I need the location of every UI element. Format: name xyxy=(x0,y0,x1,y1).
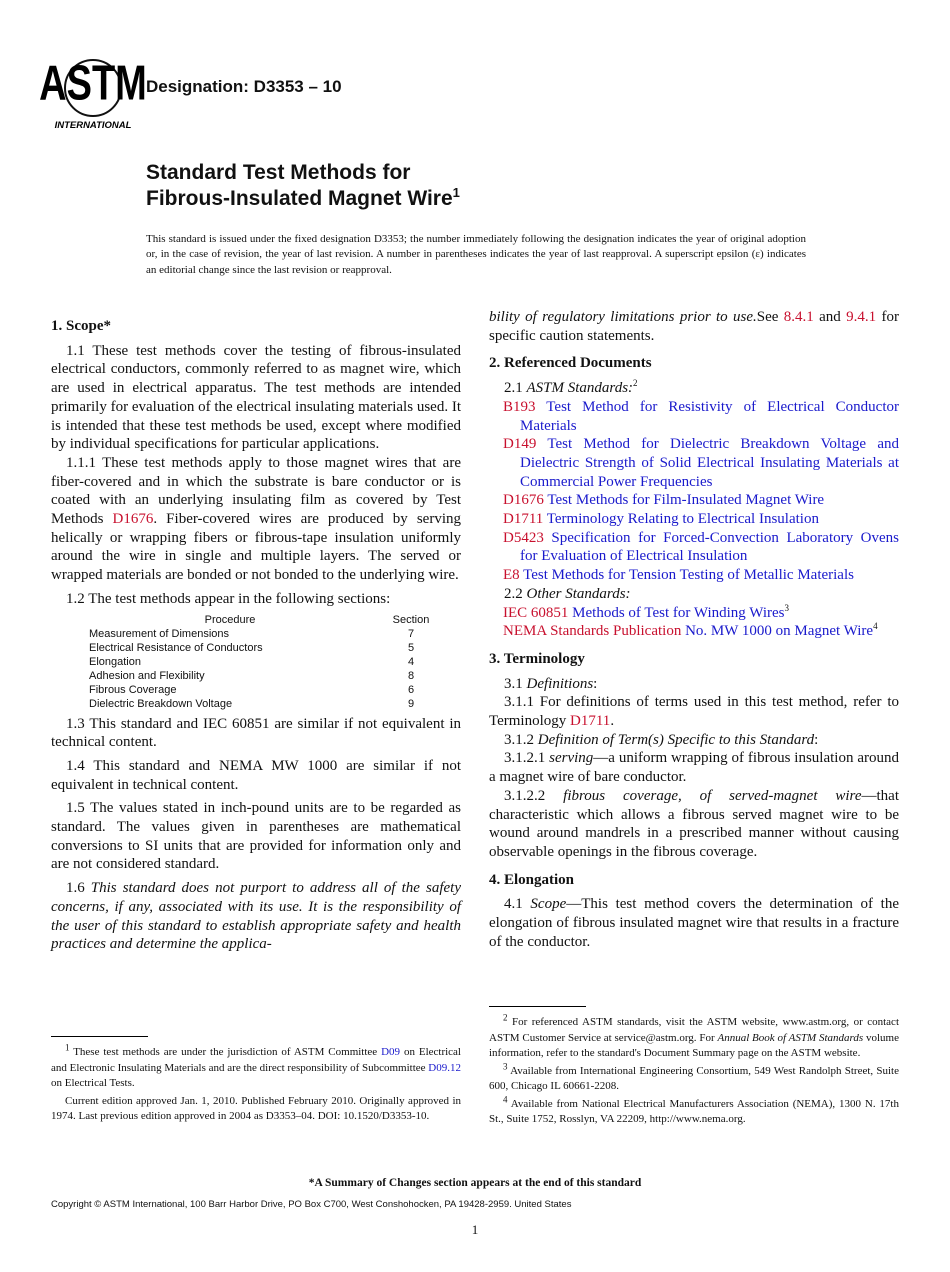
document-link[interactable]: 8.4.1 xyxy=(783,309,814,325)
section-number: 8 xyxy=(407,669,415,682)
document-link[interactable]: 9.4.1 xyxy=(846,309,877,325)
document-link[interactable]: D149 xyxy=(503,436,537,453)
text-segment: 1. Scope* xyxy=(51,318,111,334)
paragraph xyxy=(489,379,899,398)
text-segment: Other Standards: xyxy=(526,585,631,602)
table-row xyxy=(89,669,451,683)
text-segment: serving xyxy=(549,750,594,767)
text-segment: fibrous coverage, of served-magnet wire xyxy=(563,787,862,804)
text-segment: 4. Elongation xyxy=(489,871,575,888)
document-link[interactable]: Terminology Relating to Electrical Insulation xyxy=(543,511,819,528)
text-segment: —a uniform wrapping of fibrous insulation around a magnet wire of bare conductor. xyxy=(489,750,899,786)
paragraph xyxy=(489,585,899,604)
text-segment: —This test method covers the determination of the elongation of fibrous insulated magnet wire that results in a fracture of the conductor. xyxy=(489,896,900,950)
text-segment: : xyxy=(814,731,819,748)
section-number: 5 xyxy=(407,641,415,654)
procedure-name: Elongation xyxy=(89,655,141,668)
text-segment: on Electrical and Electronic Insulating Materials and are the direct responsibility of Subcommittee xyxy=(51,1046,461,1074)
text-segment: 4.1 xyxy=(504,896,531,913)
reference-item xyxy=(489,510,899,529)
table-row xyxy=(89,655,451,669)
text-segment: —that characteristic which allows a fibrous served magnet wire to be wound around mandrels in a prescribed manner without causing observable openings in the fibrous coverage. xyxy=(489,787,899,860)
text-segment: Annual Book of ASTM Standards xyxy=(717,1031,864,1044)
page-number: 1 xyxy=(471,1222,479,1237)
title-line-2 xyxy=(146,186,460,212)
footnote-ref[interactable]: 2 xyxy=(503,1012,508,1023)
text-segment: bility of regulatory limitations prior to use. xyxy=(489,309,757,325)
footnote xyxy=(51,1094,461,1125)
text-segment: 3.1.2.1 xyxy=(504,750,550,767)
footnotes-left xyxy=(51,1042,461,1127)
reference-item xyxy=(489,566,899,585)
paragraph xyxy=(51,799,461,874)
text-segment: For referenced ASTM standards, visit the ASTM website, www.astm.org, or contact ASTM Customer Service at service@astm.org. For xyxy=(489,1016,899,1044)
footnote-divider xyxy=(489,1006,586,1007)
text-segment: 3. Terminology xyxy=(489,650,585,667)
text-segment: Current edition approved Jan. 1, 2010. Published February 2010. Originally approved in 1974. Last previous edition approved in 2004 as D3353–04. DOI: 10.1520/D3353-10. xyxy=(51,1094,461,1122)
text-segment: volume information, refer to the standard's Document Summary page on the ASTM website. xyxy=(489,1031,899,1059)
copyright: Copyright © ASTM International, 100 Barr Harbor Drive, PO Box C700, West Conshohocken, PA 19428-2959. United States xyxy=(51,1199,572,1210)
svg-text:ASTM: ASTM xyxy=(39,55,147,111)
summary-of-changes-note: *A Summary of Changes section appears at the end of this standard xyxy=(308,1177,642,1189)
text-segment: . Fiber-covered wires are produced by serving helically or wrapping fibers or fibrous-tape insulation uniformly around the wire in single and multiple layers. The served or wrapped materials are bonded or not bonded to the underlying wire. xyxy=(51,511,461,584)
table-row xyxy=(89,641,451,655)
text-segment: . xyxy=(610,713,615,730)
procedure-name: Dielectric Breakdown Voltage xyxy=(89,697,233,710)
reference-item xyxy=(489,491,899,510)
document-link[interactable]: D1711 xyxy=(503,511,544,528)
document-link[interactable]: Methods of Test for Winding Wires xyxy=(568,604,785,621)
reference-item xyxy=(489,435,899,491)
text-segment: Scope xyxy=(530,896,567,913)
right-column xyxy=(489,308,899,952)
section-number: 7 xyxy=(407,627,415,640)
paragraph xyxy=(489,749,899,786)
title-footnote-ref[interactable]: 1 xyxy=(452,185,460,200)
paragraph xyxy=(489,895,899,951)
text-segment: : xyxy=(593,675,598,692)
text-segment: Available from International Engineering Consortium, 549 West Randolph Street, Suite 600, Chicago IL 60661-2208. xyxy=(489,1064,899,1092)
paragraph xyxy=(489,308,899,345)
page-title xyxy=(146,160,460,212)
footnotes-right xyxy=(489,1012,899,1130)
table-row xyxy=(89,627,451,641)
section-number: 9 xyxy=(407,697,415,710)
title-line-1: Standard Test Methods for xyxy=(146,161,411,184)
paragraph xyxy=(51,454,461,585)
footnote xyxy=(51,1042,461,1092)
document-link[interactable]: Test Methods for Tension Testing of Metallic Materials xyxy=(519,567,854,584)
reference-item xyxy=(489,529,899,566)
text-segment: 2.1 xyxy=(504,380,527,397)
table-row xyxy=(89,683,451,697)
section-number: 4 xyxy=(407,655,415,668)
text-segment: 3.1.2.2 xyxy=(504,787,564,804)
footnote-ref[interactable]: 4 xyxy=(503,1093,508,1104)
footnote-ref[interactable]: 4 xyxy=(873,621,878,632)
document-link[interactable]: D1711 xyxy=(570,713,611,730)
footnote-ref[interactable]: 2 xyxy=(633,378,638,389)
document-link[interactable]: D09 xyxy=(381,1046,401,1058)
reference-item xyxy=(489,622,899,641)
document-link[interactable]: D1676 xyxy=(112,511,154,528)
paragraph xyxy=(489,787,899,862)
svg-text:INTERNATIONAL: INTERNATIONAL xyxy=(54,120,132,131)
text-segment: 1.4 This standard and NEMA MW 1000 are similar if not equivalent in technical content. xyxy=(51,757,461,793)
paragraph xyxy=(489,693,899,730)
section-heading xyxy=(489,650,899,669)
document-link[interactable]: D09.12 xyxy=(428,1061,461,1074)
reference-item xyxy=(489,398,899,435)
text-segment: 1.1.1 These test methods apply to those magnet wires that are fiber-covered and in which the substrate is bare conductor or is coated with an underlying insulating film as covered by Test Methods xyxy=(51,454,461,528)
table-header: Procedure xyxy=(204,613,256,626)
text-segment: 1.1 These test methods cover the testing of fibrous-insulated electrical conductors, commonly referred to as magnet wire, which are used in electrical apparatus. The test methods are intended primarily for evaluation of the electrical insulating materials used. It is intended that these test methods be used, except where modified by individual specifications for particular applications. xyxy=(51,342,461,453)
document-link[interactable]: NEMA Standards Publication xyxy=(503,623,682,640)
table-row xyxy=(89,697,451,711)
astm-logo xyxy=(39,55,147,132)
text-segment: ASTM Standards: xyxy=(526,380,634,397)
paragraph xyxy=(51,879,461,954)
text-segment: 3.1.1 For definitions of terms used in this test method, refer to Terminology xyxy=(489,694,899,730)
document-link[interactable]: Specification for Forced-Convection Laboratory Ovens for Evaluation of Electrical Insulation xyxy=(520,529,899,565)
section-heading xyxy=(51,317,461,336)
text-segment: Definitions xyxy=(526,675,594,692)
text-segment: 2. Referenced Documents xyxy=(489,355,652,372)
text-segment: 2.2 xyxy=(504,585,527,602)
text-segment: This standard does not purport to address all of the safety concerns, if any, associated with its use. It is the responsibility of the user of this standard to establish appropriate safety and health practices and determine the applica- xyxy=(51,880,461,953)
document-link[interactable]: Test Method for Dielectric Breakdown Voltage and Dielectric Strength of Solid Electrical Insulating Materials at Commercial Power Frequencies xyxy=(520,436,899,490)
section-heading xyxy=(489,354,899,373)
designation: Designation: D3353 – 10 xyxy=(146,77,342,96)
footnote-divider xyxy=(51,1036,148,1037)
document-link[interactable]: No. MW 1000 on Magnet Wire xyxy=(681,623,874,640)
footnote xyxy=(489,1093,899,1128)
document-link[interactable]: D1676 xyxy=(503,492,544,509)
document-link[interactable]: B193 xyxy=(503,398,536,415)
paragraph xyxy=(51,757,461,794)
text-segment: Definition of Term(s) Specific to this Standard xyxy=(537,731,815,748)
table-header: Section xyxy=(392,613,430,626)
procedure-name: Fibrous Coverage xyxy=(89,683,177,696)
text-segment: 1.2 The test methods appear in the following sections: xyxy=(66,590,391,607)
paragraph xyxy=(51,590,461,609)
text-segment: See xyxy=(756,309,784,325)
section-heading xyxy=(489,871,899,890)
text-segment: 1.6 xyxy=(66,880,91,897)
title-text: Fibrous-Insulated Magnet Wire xyxy=(146,187,453,210)
footnote-ref[interactable]: 1 xyxy=(65,1042,70,1053)
text-segment: and xyxy=(813,309,847,325)
footnote-ref[interactable]: 3 xyxy=(784,602,789,613)
left-column xyxy=(51,308,461,954)
text-segment: 1.5 The values stated in inch-pound units are to be regarded as standard. The values given in parentheses are mathematical conversions to SI units that are provided for information only and are not considered standard. xyxy=(51,800,461,873)
footnote-ref[interactable]: 3 xyxy=(503,1060,508,1071)
text-segment: on Electrical Tests. xyxy=(51,1077,135,1089)
paragraph xyxy=(51,342,461,454)
document-link[interactable]: Test Method for Resistivity of Electrical Conductor Materials xyxy=(520,398,899,434)
document-link[interactable]: D5423 xyxy=(503,529,544,546)
text-segment: These test methods are under the jurisdiction of ASTM Committee xyxy=(69,1046,382,1058)
footnote xyxy=(489,1060,899,1095)
procedure-name: Adhesion and Flexibility xyxy=(89,669,205,682)
procedure-name: Electrical Resistance of Conductors xyxy=(89,641,263,654)
paragraph xyxy=(51,715,461,752)
reference-item xyxy=(489,604,899,623)
paragraph xyxy=(489,675,899,694)
procedures-table xyxy=(89,613,451,711)
text-segment: 3.1 xyxy=(504,675,527,692)
paragraph xyxy=(489,731,899,750)
text-segment: 3.1.2 xyxy=(504,731,538,748)
text-segment: for specific caution statements. xyxy=(489,309,899,344)
intro-note: This standard is issued under the fixed designation D3353; the number immediately following the designation indicates the year of original adoption or, in the case of revision, the year of last revision. A number in parentheses indicates the year of last reapproval. A superscript epsilon (ε) indicates an editorial change since the last revision or reapproval. xyxy=(146,233,806,276)
procedure-name: Measurement of Dimensions xyxy=(89,627,230,640)
text-segment: 1.3 This standard and IEC 60851 are similar if not equivalent in technical content. xyxy=(51,715,461,751)
text-segment: Available from National Electrical Manufacturers Association (NEMA), 1300 N. 17th St., Suite 1752, Rosslyn, VA 22209, http://www.nema.org. xyxy=(489,1097,899,1125)
section-number: 6 xyxy=(407,683,415,696)
document-link[interactable]: Test Methods for Film-Insulated Magnet Wire xyxy=(543,492,825,509)
document-link[interactable]: E8 xyxy=(503,567,520,584)
document-link[interactable]: IEC 60851 xyxy=(503,604,569,621)
footnote xyxy=(489,1012,899,1062)
